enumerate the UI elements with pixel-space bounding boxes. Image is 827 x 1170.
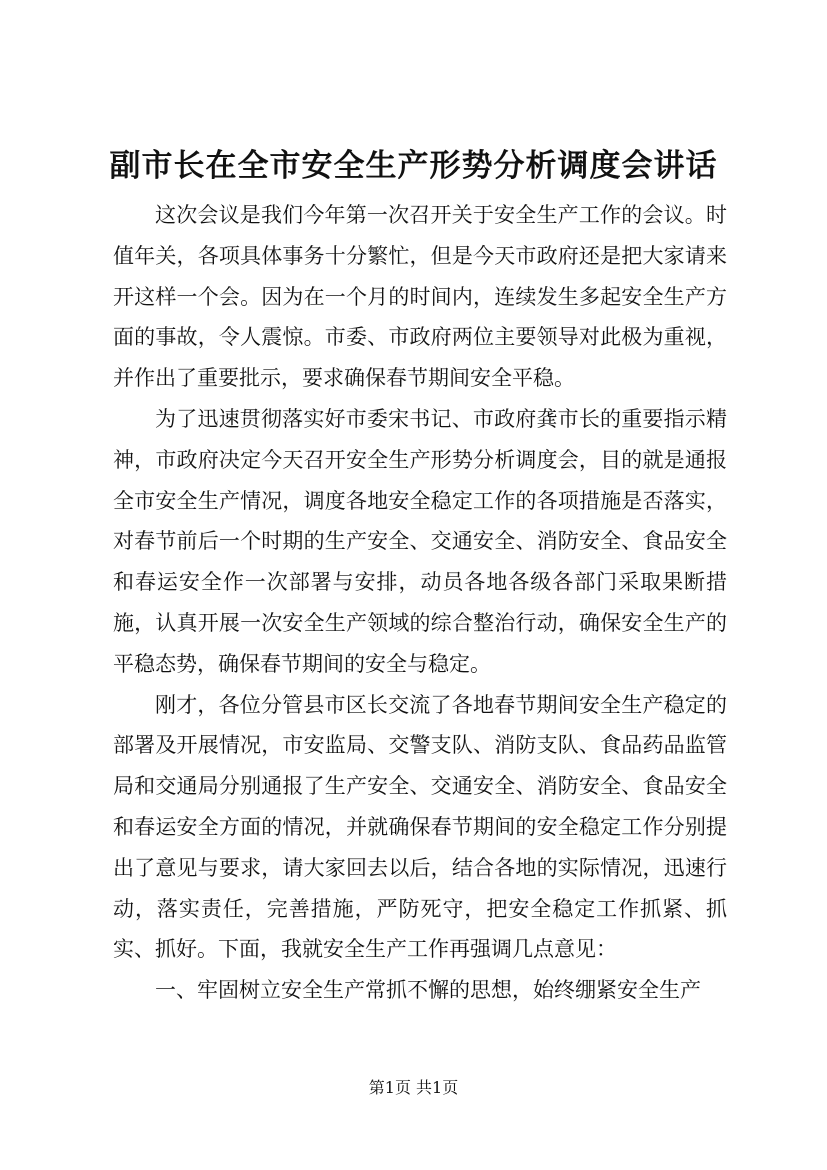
paragraph-3: 刚才，各位分管县市区长交流了各地春节期间安全生产稳定的部署及开展情况，市安监局、交警支队、消防支队、食品药品监管局和交通局分别通报了生产安全、交通安全、消防安全、食品安全和春运安全方面的情况，并就确保春节期间的安全稳定工作分别提出了意见与要求，请大家回去以后，结合各地的实际情况，迅速行动，落实责任，完善措施，严防死守，把安全稳定工作抓紧、抓实、抓好。下面，我就安全生产工作再强调几点意见： [113,692,727,962]
document-title: 副市长在全市安全生产形势分析调度会讲话 [109,148,718,184]
page-number-footer: 第1页 共1页 [368,1078,459,1097]
paragraph-4: 一、牢固树立安全生产常抓不懈的思想，始终绷紧安全生产 [155,978,701,1003]
document-body [113,195,727,1011]
paragraph-2: 为了迅速贯彻落实好市委宋书记、市政府龚市长的重要指示精神，市政府决定今天召开安全生产形势分析调度会，目的就是通报全市安全生产情况，调度各地安全稳定工作的各项措施是否落实，对春节前后一个时期的生产安全、交通安全、消防安全、食品安全和春运安全作一次部署与安排，动员各地各级各部门采取果断措施，认真开展一次安全生产领域的综合整治行动，确保安全生产的平稳态势，确保春节期间的安全与稳定。 [113,406,727,676]
paragraph-1: 这次会议是我们今年第一次召开关于安全生产工作的会议。时值年关，各项具体事务十分繁忙，但是今天市政府还是把大家请来开这样一个会。因为在一个月的时间内，连续发生多起安全生产方面的事故，令人震惊。市委、市政府两位主要领导对此极为重视，并作出了重要批示，要求确保春节期间安全平稳。 [113,203,727,391]
